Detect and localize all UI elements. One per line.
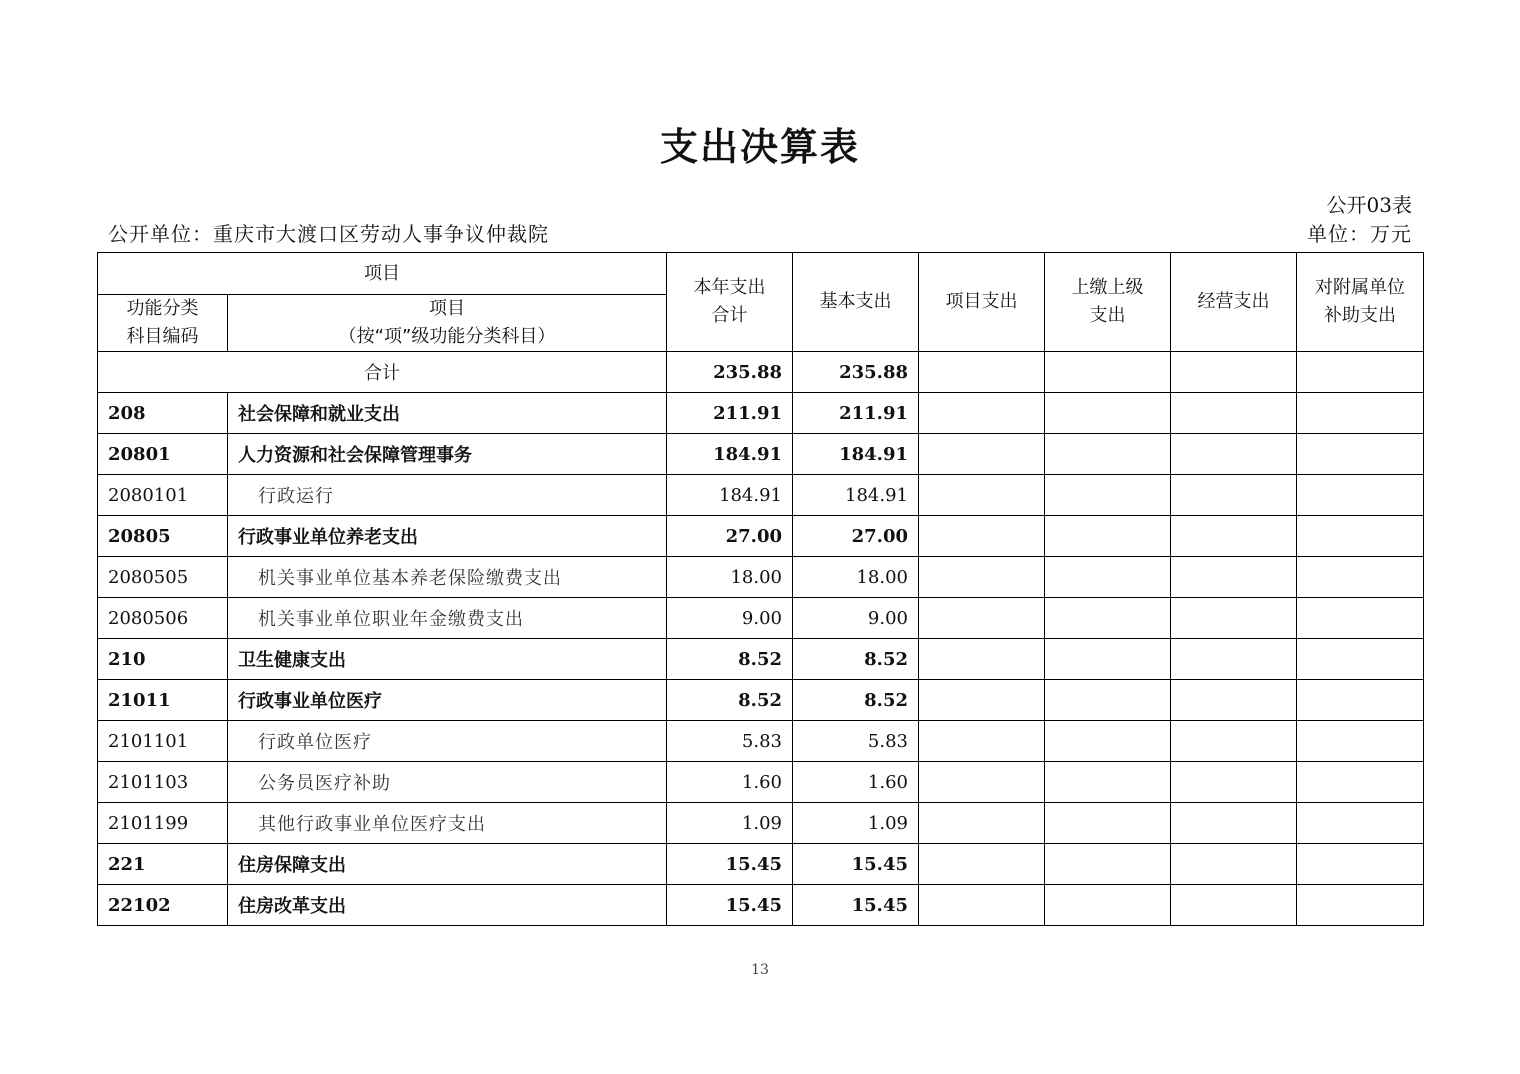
header-code bbox=[98, 295, 228, 352]
row-total: 1.60 bbox=[667, 762, 793, 803]
row-code: 21011 bbox=[98, 680, 228, 721]
empty-cell bbox=[1045, 475, 1171, 516]
header-item-line2: （按“项”级功能分类科目） bbox=[338, 326, 556, 347]
empty-cell bbox=[919, 393, 1045, 434]
empty-cell bbox=[1045, 844, 1171, 885]
empty-cell bbox=[1171, 803, 1297, 844]
empty-cell bbox=[1297, 762, 1424, 803]
row-code: 2080505 bbox=[98, 557, 228, 598]
row-name: 人力资源和社会保障管理事务 bbox=[228, 434, 667, 475]
empty-cell bbox=[1297, 557, 1424, 598]
empty-cell bbox=[1171, 352, 1297, 393]
empty-cell bbox=[919, 516, 1045, 557]
row-name: 社会保障和就业支出 bbox=[228, 393, 667, 434]
empty-cell bbox=[1171, 885, 1297, 926]
empty-cell bbox=[1045, 598, 1171, 639]
empty-cell bbox=[919, 762, 1045, 803]
row-basic: 15.45 bbox=[793, 885, 919, 926]
row-basic: 184.91 bbox=[793, 475, 919, 516]
empty-cell bbox=[919, 844, 1045, 885]
header-total-line1: 本年支出 bbox=[693, 277, 766, 298]
table-row bbox=[98, 803, 1424, 844]
empty-cell bbox=[919, 557, 1045, 598]
row-basic: 8.52 bbox=[793, 639, 919, 680]
empty-cell bbox=[1297, 803, 1424, 844]
empty-cell bbox=[1045, 680, 1171, 721]
row-name: 机关事业单位基本养老保险缴费支出 bbox=[228, 557, 667, 598]
header-subsidy-line2: 补助支出 bbox=[1324, 305, 1396, 326]
empty-cell bbox=[1297, 352, 1424, 393]
header-basic: 基本支出 bbox=[793, 253, 919, 352]
header-total-line2: 合计 bbox=[711, 305, 748, 326]
empty-cell bbox=[1171, 434, 1297, 475]
empty-cell bbox=[919, 721, 1045, 762]
table-row bbox=[98, 639, 1424, 680]
header-subsidy-line1: 对附属单位 bbox=[1315, 277, 1405, 298]
table-row bbox=[98, 557, 1424, 598]
currency-unit-label: 单位：万元 bbox=[1307, 222, 1412, 246]
empty-cell bbox=[1297, 393, 1424, 434]
row-total: 8.52 bbox=[667, 639, 793, 680]
header-business: 经营支出 bbox=[1171, 253, 1297, 352]
empty-cell bbox=[919, 885, 1045, 926]
header-project: 项目 bbox=[98, 253, 667, 295]
empty-cell bbox=[1297, 844, 1424, 885]
expenditure-table bbox=[97, 252, 1424, 926]
empty-cell bbox=[919, 434, 1045, 475]
empty-cell bbox=[919, 639, 1045, 680]
row-basic: 184.91 bbox=[793, 434, 919, 475]
row-total: 9.00 bbox=[667, 598, 793, 639]
row-code: 2080101 bbox=[98, 475, 228, 516]
header-code-line2: 科目编码 bbox=[126, 326, 199, 347]
row-total: 27.00 bbox=[667, 516, 793, 557]
row-total: 15.45 bbox=[667, 844, 793, 885]
table-row bbox=[98, 885, 1424, 926]
table-row bbox=[98, 680, 1424, 721]
row-name: 行政运行 bbox=[228, 475, 667, 516]
row-code: 221 bbox=[98, 844, 228, 885]
header-project-expenditure: 项目支出 bbox=[919, 253, 1045, 352]
row-basic: 27.00 bbox=[793, 516, 919, 557]
page-number: 13 bbox=[751, 962, 769, 978]
table-row bbox=[98, 598, 1424, 639]
header-subsidy bbox=[1297, 253, 1424, 352]
empty-cell bbox=[1297, 516, 1424, 557]
row-code: 2101101 bbox=[98, 721, 228, 762]
header-upper-line1: 上缴上级 bbox=[1071, 277, 1144, 298]
row-code: 2080506 bbox=[98, 598, 228, 639]
total-row bbox=[98, 352, 1424, 393]
row-total: 211.91 bbox=[667, 393, 793, 434]
empty-cell bbox=[1045, 885, 1171, 926]
empty-cell bbox=[1171, 516, 1297, 557]
row-basic: 15.45 bbox=[793, 844, 919, 885]
row-total: 5.83 bbox=[667, 721, 793, 762]
empty-cell bbox=[919, 680, 1045, 721]
row-name: 机关事业单位职业年金缴费支出 bbox=[228, 598, 667, 639]
empty-cell bbox=[1171, 721, 1297, 762]
empty-cell bbox=[1045, 639, 1171, 680]
empty-cell bbox=[1297, 598, 1424, 639]
empty-cell bbox=[1171, 639, 1297, 680]
header-code-line1: 功能分类 bbox=[126, 298, 199, 319]
total-basic: 235.88 bbox=[793, 352, 919, 393]
empty-cell bbox=[1297, 475, 1424, 516]
unit-row bbox=[108, 218, 1412, 246]
row-code: 20805 bbox=[98, 516, 228, 557]
row-code: 20801 bbox=[98, 434, 228, 475]
empty-cell bbox=[1297, 639, 1424, 680]
empty-cell bbox=[1171, 598, 1297, 639]
empty-cell bbox=[1045, 762, 1171, 803]
header-item bbox=[228, 295, 667, 352]
row-name: 住房保障支出 bbox=[228, 844, 667, 885]
empty-cell bbox=[1171, 680, 1297, 721]
empty-cell bbox=[1297, 885, 1424, 926]
row-basic: 9.00 bbox=[793, 598, 919, 639]
row-total: 1.09 bbox=[667, 803, 793, 844]
empty-cell bbox=[1045, 434, 1171, 475]
row-basic: 18.00 bbox=[793, 557, 919, 598]
empty-cell bbox=[1171, 475, 1297, 516]
empty-cell bbox=[1045, 803, 1171, 844]
row-name: 公务员医疗补助 bbox=[228, 762, 667, 803]
empty-cell bbox=[919, 475, 1045, 516]
row-total: 18.00 bbox=[667, 557, 793, 598]
row-name: 卫生健康支出 bbox=[228, 639, 667, 680]
page-title: 支出决算表 bbox=[659, 125, 860, 169]
header-upper-line2: 支出 bbox=[1089, 305, 1126, 326]
row-code: 208 bbox=[98, 393, 228, 434]
empty-cell bbox=[919, 803, 1045, 844]
row-total: 184.91 bbox=[667, 434, 793, 475]
row-code: 2101103 bbox=[98, 762, 228, 803]
row-basic: 8.52 bbox=[793, 680, 919, 721]
empty-cell bbox=[1045, 721, 1171, 762]
header-total bbox=[667, 253, 793, 352]
empty-cell bbox=[1297, 721, 1424, 762]
table-row bbox=[98, 844, 1424, 885]
row-name: 行政事业单位养老支出 bbox=[228, 516, 667, 557]
empty-cell bbox=[919, 352, 1045, 393]
empty-cell bbox=[1045, 516, 1171, 557]
table-row bbox=[98, 721, 1424, 762]
total-label: 合计 bbox=[98, 352, 667, 393]
empty-cell bbox=[1171, 844, 1297, 885]
empty-cell bbox=[1171, 393, 1297, 434]
row-code: 210 bbox=[98, 639, 228, 680]
empty-cell bbox=[1171, 762, 1297, 803]
row-total: 184.91 bbox=[667, 475, 793, 516]
table-body bbox=[98, 393, 1424, 926]
row-basic: 211.91 bbox=[793, 393, 919, 434]
row-code: 2101199 bbox=[98, 803, 228, 844]
document-number: 公开03表 bbox=[1326, 193, 1412, 217]
row-name: 行政单位医疗 bbox=[228, 721, 667, 762]
table-row bbox=[98, 762, 1424, 803]
header-item-line1: 项目 bbox=[429, 298, 465, 319]
table-row bbox=[98, 475, 1424, 516]
header-upper-payment bbox=[1045, 253, 1171, 352]
row-basic: 5.83 bbox=[793, 721, 919, 762]
row-code: 22102 bbox=[98, 885, 228, 926]
row-total: 8.52 bbox=[667, 680, 793, 721]
row-name: 住房改革支出 bbox=[228, 885, 667, 926]
empty-cell bbox=[1297, 434, 1424, 475]
empty-cell bbox=[1297, 680, 1424, 721]
organization-label: 公开单位：重庆市大渡口区劳动人事争议仲裁院 bbox=[108, 222, 549, 246]
row-name: 其他行政事业单位医疗支出 bbox=[228, 803, 667, 844]
row-basic: 1.60 bbox=[793, 762, 919, 803]
empty-cell bbox=[1045, 557, 1171, 598]
row-name: 行政事业单位医疗 bbox=[228, 680, 667, 721]
row-basic: 1.09 bbox=[793, 803, 919, 844]
row-total: 15.45 bbox=[667, 885, 793, 926]
total-amount: 235.88 bbox=[667, 352, 793, 393]
empty-cell bbox=[919, 598, 1045, 639]
empty-cell bbox=[1171, 557, 1297, 598]
table-row bbox=[98, 434, 1424, 475]
empty-cell bbox=[1045, 352, 1171, 393]
table-row bbox=[98, 393, 1424, 434]
empty-cell bbox=[1045, 393, 1171, 434]
table-row bbox=[98, 516, 1424, 557]
